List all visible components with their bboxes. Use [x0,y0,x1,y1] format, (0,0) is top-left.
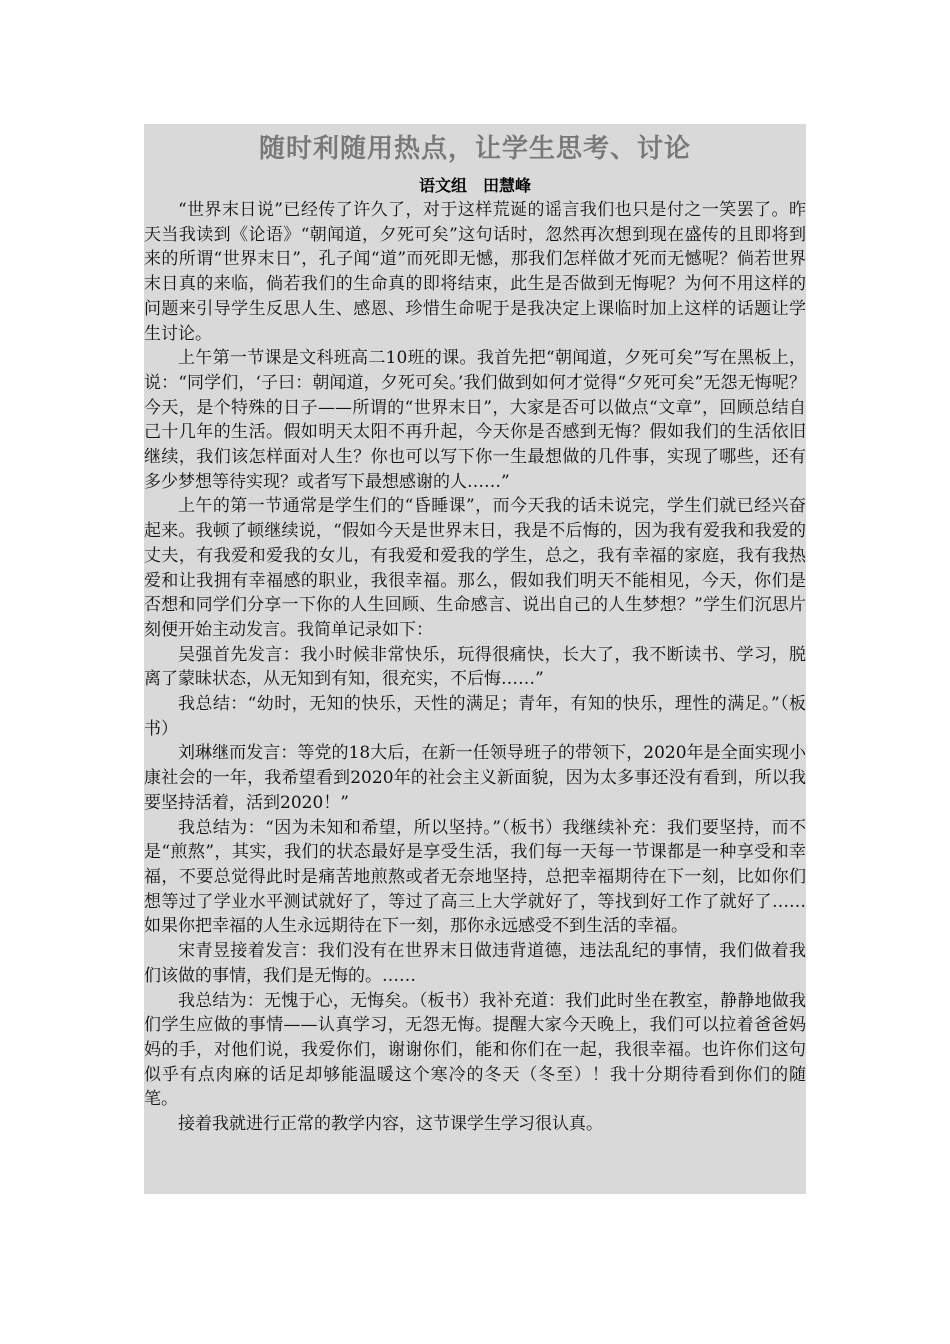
document-page [144,124,806,1194]
paragraph: 刘琳继而发言：等党的18大后，在新一任领导班子的带领下，2020年是全面实现小康社会的一年，我希望看到2020年的社会主义新面貌，因为太多事还没有看到，所以我要坚持活着，活到2020！” [144,743,806,813]
document-author: 语文组 田慧峰 [418,176,531,195]
paragraph: 我总结为：“因为未知和希望，所以坚持。”（板书）我继续补充：我们要坚持，而不是“煎熬”，其实，我们的状态最好是享受生活，我们每一天每一节课都是一种享受和幸福，不要总觉得此时是痛苦地煎熬或者无奈地坚持，总把幸福期待在下一刻，比如你们想等过了学业水平测试就好了，等过了高三上大学就好了，等找到好工作了就好了……如果你把幸福的人生永远期待在下一刻，那你永远感受不到生活的幸福。 [144,817,806,937]
paragraph: 我总结：“幼时，无知的快乐，天性的满足；青年，有知的快乐，理性的满足。”（板书） [144,694,806,739]
paragraph: 吴强首先发言：我小时候非常快乐，玩得很痛快，长大了，我不断读书、学习，脱离了蒙昧状态，从无知到有知，很充实，不后悔……” [144,644,806,690]
document-body [144,198,806,1137]
paragraph: 接着我就进行正常的教学内容，这节课学生学习很认真。 [178,1114,603,1135]
paragraph: 上午第一节课是文科班高二10班的课。我首先把“朝闻道，夕死可矣”写在黑板上，说：“同学们，‘子曰：朝闻道，夕死可矣。’我们做到如何才觉得“夕死可矣”无怨无悔呢？今天，是个特殊的日子——所谓的“世界末日”，大家是否可以做点“文章”，回顾总结自己十几年的生活。假如明天太阳不再升起，今天你是否感到无悔？假如我们的生活依旧继续，我们该怎样面对人生？你也可以写下你一生最想做的几件事，实现了哪些，还有多少梦想等待实现？或者写下最想感谢的人……” [144,348,806,492]
document-title: 随时利随用热点，让学生思考、讨论 [258,134,691,164]
paragraph: 宋青昱接着发言：我们没有在世界末日做违背道德，违法乱纪的事情，我们做着我们该做的事情，我们是无悔的。…… [144,941,806,986]
paragraph: “世界末日说”已经传了许久了，对于这样荒诞的谣言我们也只是付之一笑罢了。昨天当我读到《论语》“朝闻道，夕死可矣”这句话时，忽然再次想到现在盛传的且即将到来的所谓“世界末日”，孔子闻“道”而死即无憾，那我们怎样做才死而无憾呢？倘若世界末日真的来临，倘若我们的生命真的即将结束，此生是否做到无悔呢？为何不用这样的问题来引导学生反思人生、感恩、珍惜生命呢于是我决定上课临时加上这样的话题让学生讨论。 [144,200,806,344]
paragraph: 上午的第一节通常是学生们的“昏睡课”，而今天我的话未说完，学生们就已经兴奋起来。我顿了顿继续说，“假如今天是世界末日，我是不后悔的，因为我有爱我和我爱的丈夫，有我爱和爱我的女儿，有我爱和爱我的学生，总之，我有幸福的家庭，我有我热爱和让我拥有幸福感的职业，我很幸福。那么，假如我们明天不能相见，今天，你们是否想和同学们分享一下你的人生回顾、生命感言、说出自己的人生梦想？”学生们沉思片刻便开始主动发言。我简单记录如下： [144,496,806,640]
paragraph: 我总结为：无愧于心，无悔矣。（板书）我补充道：我们此时坐在教室，静静地做我们学生应做的事情——认真学习，无怨无悔。提醒大家今天晚上，我们可以拉着爸爸妈妈的手，对他们说，我爱你们，谢谢你们，能和你们在一起，我很幸福。也许你们这句似乎有点肉麻的话足却够能温暖这个寒冷的冬天（冬至）！我十分期待看到你们的随笔。 [144,990,806,1110]
